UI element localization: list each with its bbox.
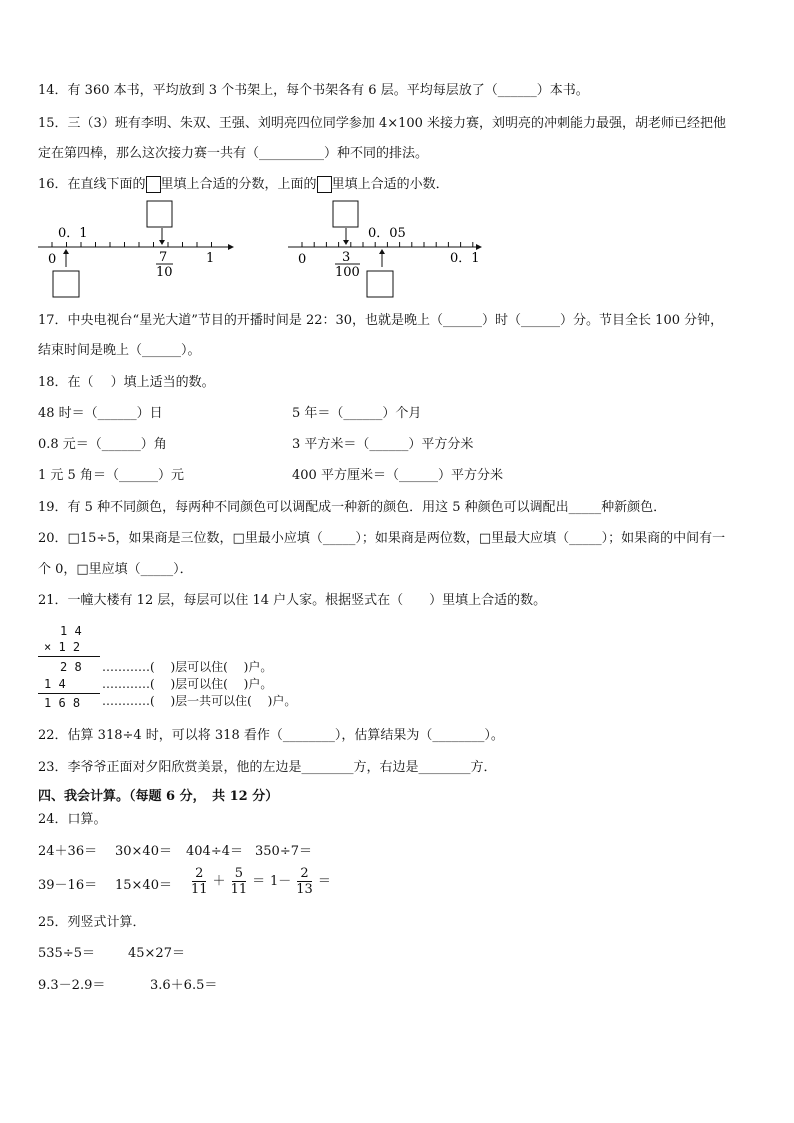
down-arrow-head-icon [343,240,349,245]
one-minus: 1－ [270,874,292,889]
q24-item: 39－16＝ [38,878,98,893]
vm-row: 2 8 [60,660,82,674]
answer-box-fraction[interactable] [367,271,393,297]
answer-box-decimal[interactable] [147,201,172,227]
question-20-line1: 20．□15÷5，如果商是三位数，□里最小应填（_____）；如果商是两位数，□里最大应填（_____）；如果商的中间有一 [38,531,726,546]
section-4-heading: 四、我会计算。（每题 6 分， 共 12 分） [38,789,279,804]
vm-desc: …………( )层可以住( )户。 [102,677,273,691]
q24-item: 404÷4＝ [186,844,243,859]
q24-item: 350÷7＝ [255,844,312,859]
number-line-a [30,195,250,300]
vm-rule [38,693,100,694]
question-19: 19．有 5 种不同颜色，每两种不同颜色可以调配成一种新的颜色．用这 5 种颜色可以调配出_____种新颜色． [38,500,667,515]
equals-sign: ＝ [252,874,266,889]
question-17-line2: 结束时间是晚上（______）。 [38,343,201,358]
q24-fraction-expr [270,866,331,897]
vm-row: × 1 2 [44,640,81,654]
question-18-title: 18．在（ ）填上适当的数。 [38,375,215,390]
label-one: 1 [206,251,215,266]
arrow-icon [476,244,482,250]
q25-item: 9.3－2.9＝ [38,978,106,993]
q18-cell: 3 平方米＝（______）平方分米 [292,437,474,452]
q25-item: 45×27＝ [128,946,185,961]
fraction: $\frac{5}{11}$ [230,866,248,897]
q16-prefix: 16．在直线下面的 [38,177,146,192]
vm-desc: …………( )层可以住( )户。 [102,660,273,674]
equals-sign: ＝ [317,874,331,889]
question-22: 22．估算 318÷4 时，可以将 318 看作（________），估算结果为（________）。 [38,728,504,743]
vm-desc: …………( )层一共可以住( )户。 [102,694,297,708]
q18-cell: 48 时＝（______）日 [38,406,163,421]
question-20-line2: 个 0，□里应填（_____）． [38,562,193,577]
up-arrow-head-icon [379,249,385,254]
arrow-icon [228,244,234,250]
frac-num: 3 [342,250,351,265]
tick-group [302,242,473,247]
q24-item: 24＋36＝ [38,844,98,859]
vm-rule [38,656,100,657]
question-21-title: 21．一幢大楼有 12 层，每层可以住 14 户人家。根据竖式在（ ）里填上合适的数。 [38,593,547,608]
plus-sign: ＋ [212,874,226,889]
q25-item: 3.6＋6.5＝ [150,978,218,993]
number-line-b [280,195,490,300]
q25-item: 535÷5＝ [38,946,95,961]
answer-box-fraction[interactable] [53,271,79,297]
down-arrow-head-icon [159,240,165,245]
label-zero: 0 [298,252,307,267]
q18-cell: 0.8 元＝（______）角 [38,437,167,452]
question-16-instruction [38,176,449,194]
fraction: $\frac{2}{13}$ [296,866,313,897]
frac-num: 7 [159,250,168,265]
answer-box-icon [146,176,161,193]
question-25-title: 25．列竖式计算． [38,915,146,930]
label-0-1: 0．1 [58,226,88,241]
answer-box-icon [317,176,332,193]
answer-box-decimal[interactable] [333,201,358,227]
up-arrow-head-icon [63,249,69,254]
question-24-title: 24．口算。 [38,812,107,827]
frac-den: 100 [335,265,360,280]
question-17-line1: 17．中央电视台“星光大道”节目的开播时间是 22：30，也就是晚上（______）时（______）分。节目全长 100 分钟， [38,313,724,328]
question-23: 23．李爷爷正面对夕阳欣赏美景，他的左边是________方，右边是________方． [38,760,497,775]
q18-cell: 1 元 5 角＝（______）元 [38,468,184,483]
q24-item: 15×40＝ [115,878,172,893]
q24-fraction-expr [186,866,265,897]
label-zero: 0 [48,252,57,267]
label-0-05: 0．05 [368,226,406,241]
q18-cell: 400 平方厘米＝（______）平方分米 [292,468,503,483]
question-15-line2: 定在第四棒，那么这次接力赛一共有（__________）种不同的排法。 [38,146,429,161]
frac-den: 10 [156,265,173,280]
q18-cell: 5 年＝（______）个月 [292,406,422,421]
vm-row: 1 4 [60,624,82,638]
q16-middle: 里填上合适的分数，上面的 [160,177,317,192]
label-end: 0．1 [450,251,480,266]
q24-item: 30×40＝ [115,844,172,859]
vm-row: 1 6 8 [44,696,81,710]
vm-row: 1 4 [44,677,66,691]
tick-group [52,242,212,247]
q16-suffix: 里填上合适的小数． [331,177,449,192]
fraction: $\frac{2}{11}$ [191,866,208,897]
question-14: 14．有 360 本书，平均放到 3 个书架上，每个书架各有 6 层。平均每层放了（______）本书。 [38,83,589,98]
question-15-line1: 15．三（3）班有李明、朱双、王强、刘明亮四位同学参加 4×100 米接力赛，刘明亮的冲刺能力最强，胡老师已经把他 [38,116,727,131]
